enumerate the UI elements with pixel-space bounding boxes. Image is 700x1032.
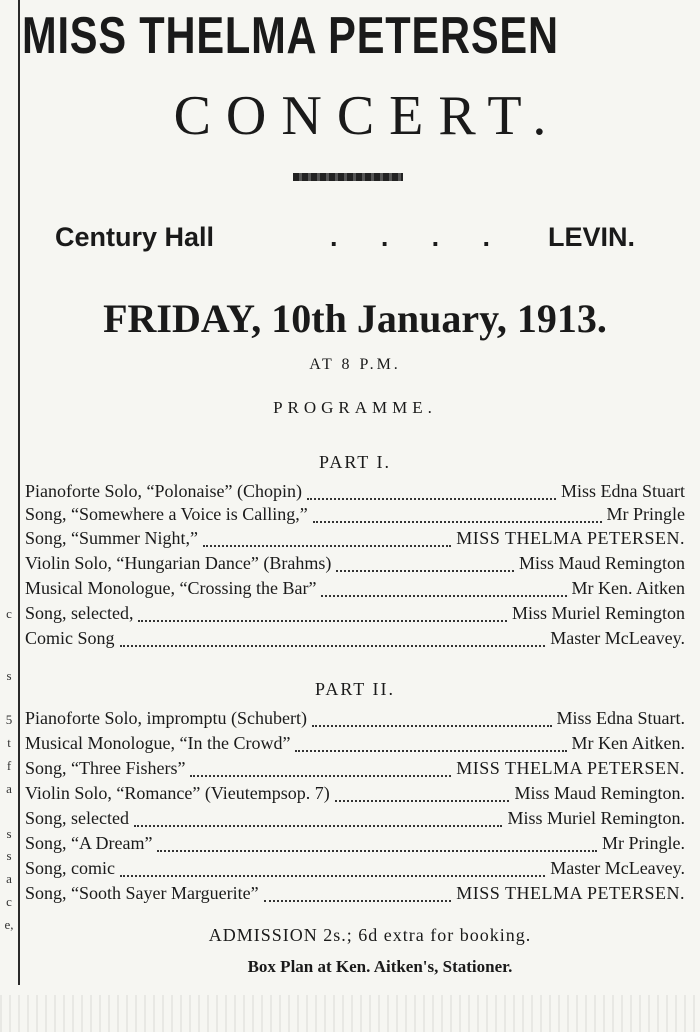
- venue-dot: .: [431, 222, 440, 252]
- admission-price: ADMISSION 2s.; 6d extra for booking.: [208, 925, 532, 945]
- programme-performer: MISS THELMA PETERSEN.: [456, 528, 685, 548]
- programme-item: Song, “Summer Night,”: [25, 528, 198, 548]
- dot-leader: [190, 761, 451, 777]
- programme-performer: MISS THELMA PETERSEN.: [456, 758, 685, 778]
- programme-row: [25, 628, 685, 650]
- dot-leader: [336, 556, 514, 572]
- dot-leader: [157, 836, 597, 852]
- dot-leader: [264, 886, 452, 902]
- venue-dot: .: [330, 222, 338, 252]
- programme-row: [25, 733, 685, 755]
- margin-fragment: c: [6, 894, 12, 909]
- venue-hall: Century Hall: [55, 222, 215, 252]
- dot-leader: [120, 861, 545, 877]
- dot-leader: [295, 736, 566, 752]
- margin-fragment: s: [6, 826, 12, 841]
- programme-item: Song, selected,: [25, 603, 134, 623]
- programme-performer: MISS THELMA PETERSEN.: [456, 883, 685, 903]
- programme-row: [25, 578, 685, 600]
- programme-row: [25, 528, 685, 550]
- programme-item: Pianoforte Solo, impromptu (Schubert): [25, 708, 307, 728]
- programme-performer: Mr Pringle.: [602, 833, 685, 853]
- dot-leader: [120, 631, 546, 647]
- performer-title: MISS THELMA PETERSEN: [22, 7, 559, 65]
- event-time: AT 8 P.M.: [309, 356, 401, 373]
- programme-performer: Miss Muriel Remington: [511, 603, 685, 623]
- concert-heading: CONCERT.: [173, 85, 562, 147]
- programme-item: Song, “Three Fishers”: [25, 758, 186, 778]
- dot-leader: [307, 484, 556, 500]
- programme-performer: Miss Maud Remington.: [514, 783, 685, 803]
- margin-fragment: e,: [4, 917, 14, 932]
- margin-fragment: s: [6, 848, 12, 863]
- part-one-heading: PART I.: [319, 452, 391, 472]
- ornamental-divider: [293, 173, 403, 181]
- dot-leader: [312, 711, 552, 727]
- programme-performer: Miss Muriel Remington.: [507, 808, 685, 828]
- programme-item: Violin Solo, “Hungarian Dance” (Brahms): [25, 553, 332, 573]
- programme-performer: Mr Pringle: [606, 504, 685, 524]
- programme-item: Song, selected: [25, 808, 129, 828]
- margin-fragment: 5: [5, 712, 13, 727]
- programme-item: Musical Monologue, “Crossing the Bar”: [25, 578, 317, 598]
- programme-row: [25, 858, 685, 880]
- programme-item: Comic Song: [25, 628, 115, 648]
- programme-performer: Mr Ken. Aitken: [571, 578, 685, 598]
- programme-row: [25, 833, 685, 855]
- part-two-heading: PART II.: [315, 679, 395, 699]
- margin-fragment: s: [6, 668, 12, 683]
- programme-item: Song, comic: [25, 858, 115, 878]
- programme-performer: Master McLeavey.: [550, 628, 685, 648]
- dot-leader: [138, 606, 507, 622]
- programme-item: Song, “Somewhere a Voice is Calling,”: [25, 504, 308, 524]
- programme-item: Pianoforte Solo, “Polonaise” (Chopin): [25, 481, 302, 501]
- margin-fragment: t: [7, 735, 11, 750]
- programme-item: Musical Monologue, “In the Crowd”: [25, 733, 291, 753]
- programme-row: [25, 553, 685, 575]
- programme-performer: Miss Edna Stuart: [561, 481, 685, 501]
- programme-item: Violin Solo, “Romance” (Vieutempsop. 7): [25, 783, 330, 803]
- programme-row: [25, 603, 685, 625]
- dot-leader: [203, 531, 451, 547]
- margin-fragment: c: [6, 606, 12, 621]
- margin-fragment: a: [6, 781, 12, 796]
- venue-dot: .: [380, 222, 389, 252]
- margin-fragment: f: [6, 758, 12, 773]
- programme-performer: Miss Maud Remington: [518, 553, 685, 573]
- margin-fragment: a: [6, 871, 12, 886]
- programme-performer: Miss Edna Stuart.: [556, 708, 685, 728]
- event-date: FRIDAY, 10th January, 1913.: [103, 296, 607, 341]
- venue-town: LEVIN.: [548, 222, 636, 252]
- programme-row: [25, 708, 685, 730]
- print-texture: [0, 995, 700, 1032]
- programme-row: [25, 783, 685, 805]
- venue-dots: [330, 222, 490, 253]
- dot-leader: [134, 811, 503, 827]
- programme-performer: Master McLeavey.: [550, 858, 685, 878]
- dot-leader: [335, 786, 510, 802]
- venue-dot: .: [482, 222, 490, 252]
- dot-leader: [321, 581, 566, 597]
- box-plan-note: Box Plan at Ken. Aitken's, Stationer.: [247, 957, 513, 976]
- programme-row: [25, 758, 685, 780]
- programme-row: [25, 504, 685, 526]
- programme-row: [25, 481, 685, 503]
- programme-heading: PROGRAMME.: [273, 398, 437, 417]
- programme-performer: Mr Ken Aitken.: [571, 733, 685, 753]
- dot-leader: [313, 507, 602, 523]
- programme-row: [25, 883, 685, 905]
- programme-row: [25, 808, 685, 830]
- programme-item: Song, “A Dream”: [25, 833, 153, 853]
- programme-item: Song, “Sooth Sayer Marguerite”: [25, 883, 259, 903]
